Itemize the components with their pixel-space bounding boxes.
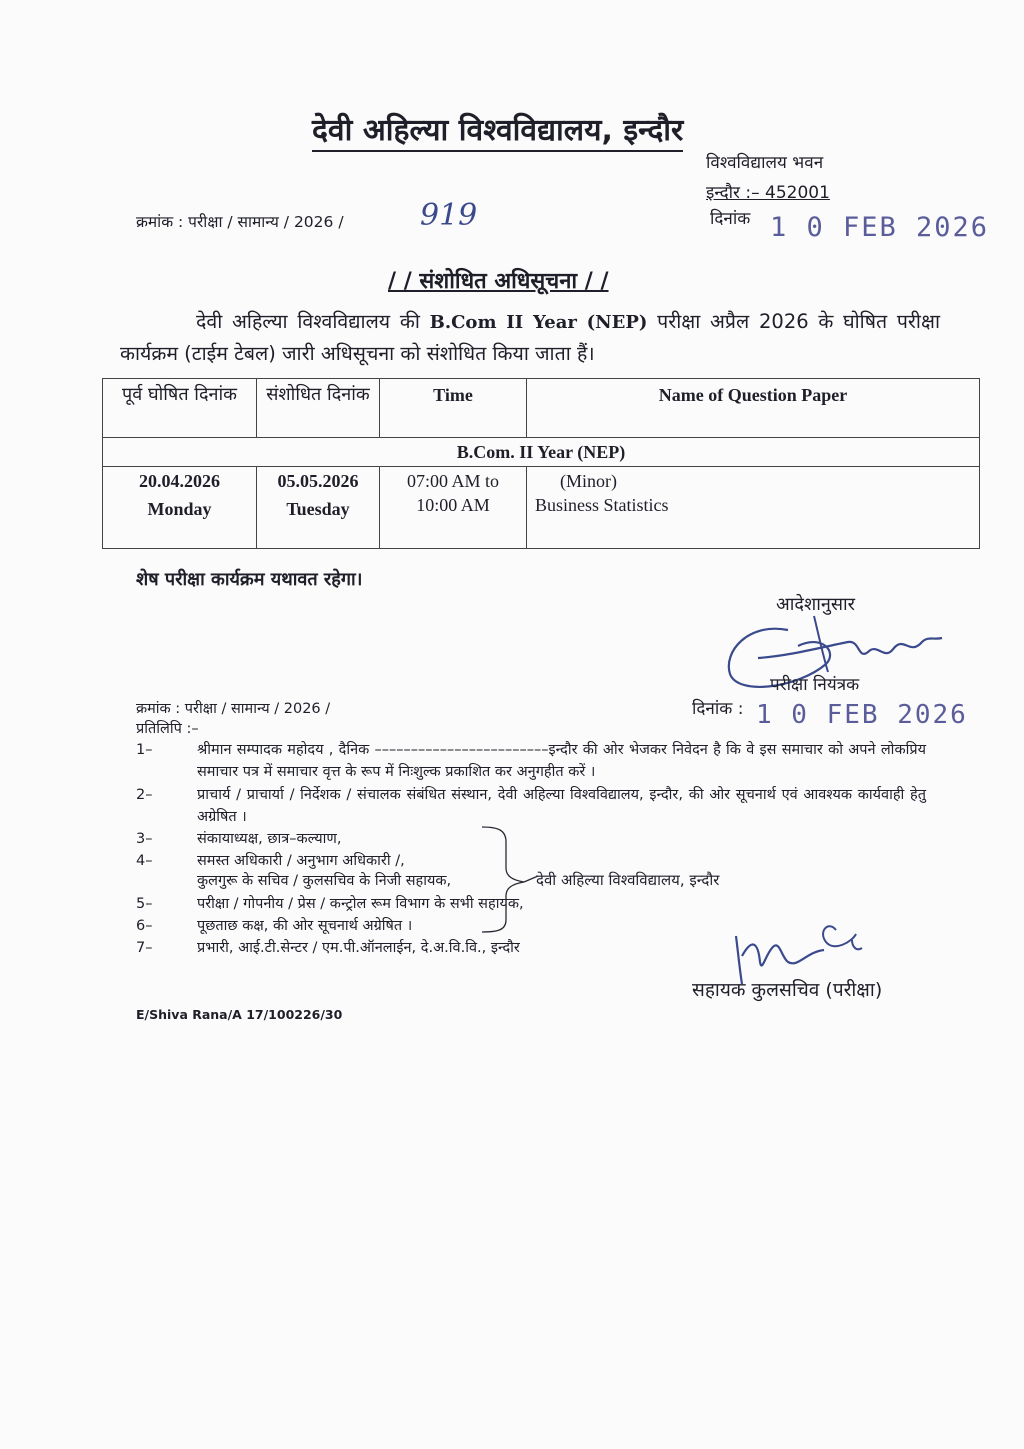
list-item: 7– प्रभारी, आई.टी.सेन्टर / एम.पी.ऑनलाईन, दे.अ.वि.वि., इन्दौर <box>136 940 520 956</box>
bracket-target: देवी अहिल्या विश्वविद्यालय, इन्दौर <box>536 871 720 889</box>
list-item: 2– प्राचार्य / प्राचार्या / निर्देशक / संचालक संबंधित संस्थान, देवी अहिल्या विश्वविद्यालय, इन्दौर, की ओर सूचनार्थ एवं आवश्यक कार्यवाही हेतु अग्रेषित । <box>136 787 926 825</box>
list-item: 3– संकायाध्यक्ष, छात्र–कल्याण, <box>136 831 342 847</box>
header-new-date: संशोधित दिनांक <box>257 379 380 438</box>
paper-type: (Minor) <box>560 471 617 491</box>
by-order-label: आदेशानुसार <box>776 594 856 615</box>
paper-name: Business Statistics <box>535 495 669 515</box>
document-reference: E/Shiva Rana/A 17/100226/30 <box>136 1007 343 1022</box>
header-paper: Name of Question Paper <box>527 379 980 438</box>
date-label: दिनांक <box>710 209 751 229</box>
handwritten-ref-number: 919 <box>420 198 478 233</box>
grouping-bracket <box>480 824 540 936</box>
table-row <box>103 467 980 549</box>
notification-heading: / / संशोधित अधिसूचना / / <box>388 269 609 294</box>
old-date-cell <box>103 467 257 549</box>
header-time: Time <box>380 379 527 438</box>
reference-number: क्रमांक : परीक्षा / सामान्य / 2026 / <box>136 213 344 231</box>
header-old-date: पूर्व घोषित दिनांक <box>103 379 257 438</box>
table-header-row <box>103 379 980 438</box>
list-item: 4– समस्त अधिकारी / अनुभाग अधिकारी /, <box>136 853 405 869</box>
time-to: 10:00 AM <box>416 495 490 515</box>
section-label: B.Com. II Year (NEP) <box>103 438 980 467</box>
address: इन्दौर :– 452001 <box>706 183 830 203</box>
notification-paragraph <box>120 306 940 369</box>
old-day: Monday <box>147 499 212 519</box>
time-cell <box>380 467 527 549</box>
table-section-row <box>103 438 980 467</box>
list-item: 1– श्रीमान सम्पादक महोदय , दैनिक ––––––––––––––––––––––––इन्दौर की ओर भेजकर निवेदन है कि वे इस समाचार को अपने लोकप्रिय समाचार पत्र में समाचार वृत्त के रूप में निःशुल्क प्रकाशित कर अनुगहीत करें । <box>136 742 926 780</box>
copy-date-stamp: 1 0 FEB 2026 <box>756 700 968 730</box>
old-date: 20.04.2026 <box>139 471 220 491</box>
time-from: 07:00 AM to <box>406 471 499 491</box>
cc-label: प्रतिलिपि :– <box>136 721 199 737</box>
paper-cell <box>527 467 980 549</box>
new-date: 05.05.2026 <box>277 471 359 491</box>
list-item: कुलगुरू के सचिव / कुलसचिव के निजी सहायक, <box>197 873 452 889</box>
new-day: Tuesday <box>286 499 350 519</box>
assistant-registrar-title: सहायक कुलसचिव (परीक्षा) <box>692 979 883 1001</box>
para-part2: परीक्षा अप्रैल 2026 के घोषित परीक्षा कार्यक्रम (टाईम टेबल) जारी अधिसूचना को संशोधित किया जाता हैं। <box>120 310 940 365</box>
new-date-cell <box>257 467 380 549</box>
copy-date-label: दिनांक : <box>692 699 744 719</box>
timetable <box>102 378 980 549</box>
university-title: देवी अहिल्या विश्वविद्यालय, इन्दौर <box>312 108 683 152</box>
para-part1: देवी अहिल्या विश्वविद्यालय की <box>196 310 420 333</box>
para-course: B.Com II Year (NEP) <box>429 312 648 333</box>
remaining-schedule-note: शेष परीक्षा कार्यक्रम यथावत रहेगा। <box>136 569 363 590</box>
list-item: 6– पूछताछ कक्ष, की ओर सूचनार्थ अग्रेषित । <box>136 918 413 934</box>
date-stamp: 1 0 FEB 2026 <box>770 212 990 243</box>
exam-controller-label: परीक्षा नियंत्रक <box>770 675 860 695</box>
list-item: 5– परीक्षा / गोपनीय / प्रेस / कन्ट्रोल रूम विभाग के सभी सहायक, <box>136 896 524 912</box>
building-name: विश्वविद्यालय भवन <box>706 153 824 173</box>
copy-ref-number: क्रमांक : परीक्षा / सामान्य / 2026 / <box>136 701 331 717</box>
